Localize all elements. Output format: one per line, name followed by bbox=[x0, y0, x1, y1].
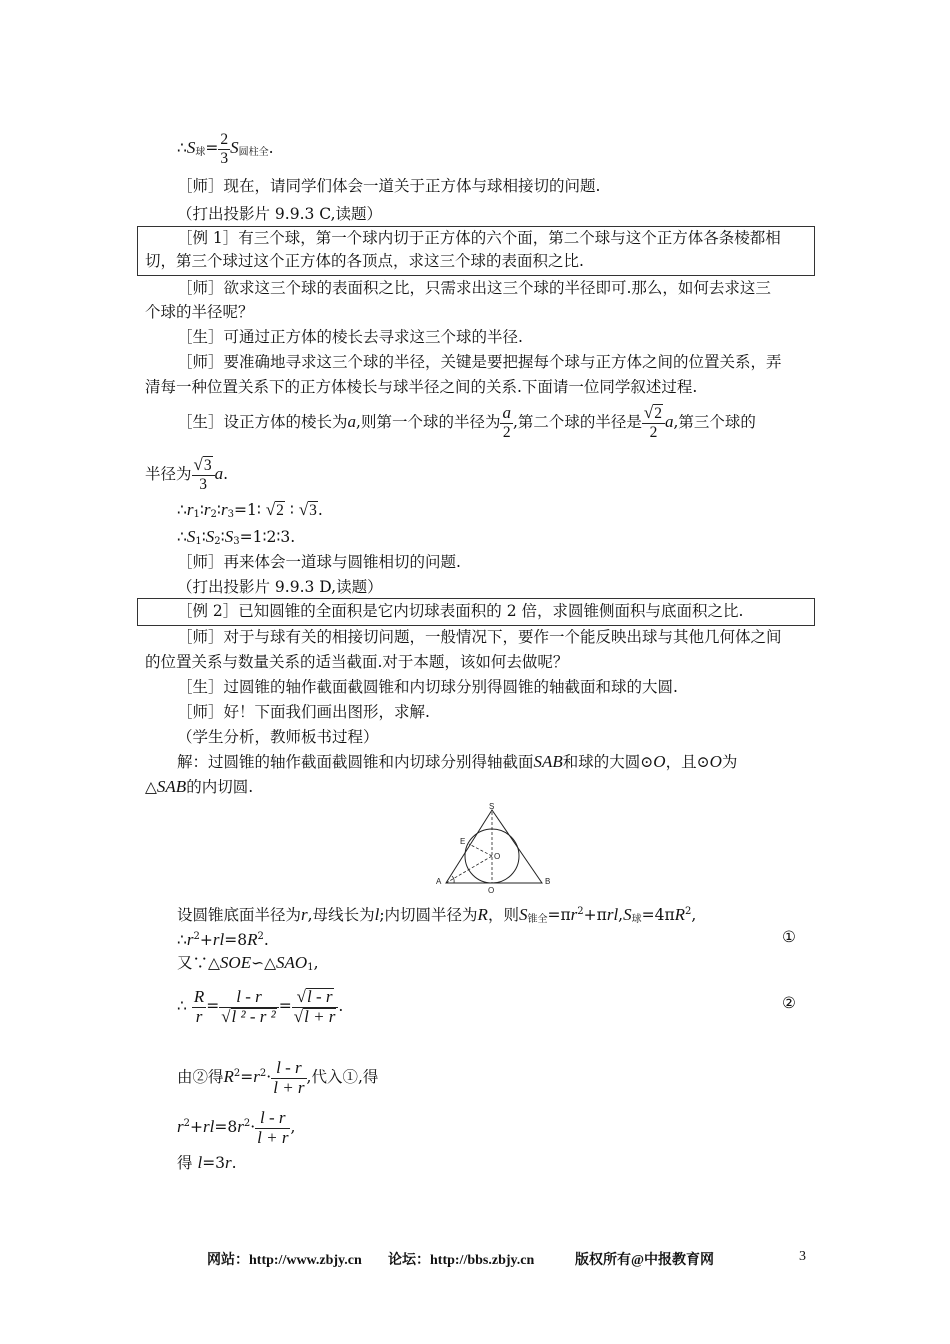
label-o1: O bbox=[488, 886, 495, 895]
similar-triangles-line: 又$\because\triangle SOE∽\triangle SAO_1$, bbox=[177, 953, 319, 973]
teacher-line-4: ［师］再来体会一道球与圆锥相切的问题. bbox=[177, 553, 461, 571]
analysis-note: （学生分析，教师板书过程） bbox=[177, 728, 379, 746]
fraction-l-minus-r-over-sqrt: $\frac{l - r}{\text{√l ² - r ²}}$ bbox=[219, 988, 279, 1027]
var-s: S bbox=[186, 138, 196, 157]
radius-oe bbox=[469, 844, 492, 856]
equation-2: ∴ $\frac{R}{r}$ = $\frac{l - r}{\text{√l ² - r ²}}$ = $\frac{√l - r}{√l + r}$ . bbox=[177, 986, 344, 1026]
substitution-line: $r^2+rl=8r^2\cdot$ $\frac{l - r}{l + r}$ , bbox=[177, 1107, 296, 1147]
derivation-line: 由②得$R^2=r^2\cdot$ $\frac{l - r}{l + r}$ ,代入①,得 bbox=[177, 1057, 379, 1097]
teacher-line-3: ［师］要准确地寻求这三个球的半径，关键是要把握每个球与正方体之间的位置关系，弄 bbox=[177, 353, 782, 371]
teacher-line-5-cont: 的位置关系与数量关系的适当截面.对于本题，该如何去做呢？ bbox=[145, 653, 569, 671]
teacher-line-2-cont: 个球的半径呢？ bbox=[145, 303, 254, 321]
subscript-cylinder: 圆柱全 bbox=[238, 147, 269, 158]
fraction-l-minus-r-over-l-plus-r-2: $\frac{l - r}{l + r}$ bbox=[257, 1107, 289, 1147]
cone-inscribed-circle-figure bbox=[430, 800, 560, 895]
equation-1-marker: ① bbox=[782, 928, 796, 946]
fraction-r-over-r: $\frac{R}{r}$ bbox=[193, 986, 205, 1026]
student-radius-line: ［生］设正方体的棱长为a,则第一个球的半径为 $\frac{a}{2}$ ,第二个球的半径是 $\frac{√2}{2}$ a,第三个球的 bbox=[177, 403, 756, 441]
fraction-two-thirds: $\frac{2}{3}$ bbox=[220, 130, 229, 167]
solution-line-1: 解：过圆锥的轴作截面截圆锥和内切球分别得轴截面SAB和球的大圆⊙O，且⊙O为 bbox=[177, 752, 738, 771]
equation-2-marker: ② bbox=[782, 994, 796, 1012]
projection-note-d: （打出投影片 9.9.3 D,读题） bbox=[177, 578, 383, 596]
formula-ball-area: $\therefore S_球=$ $\frac{2}{3}$ $S_{圆柱全}$. bbox=[177, 130, 274, 167]
setup-line: 设圆锥底面半径为r,母线长为l;内切圆半径为R，则$S_{锥全}=\pi r^2+\pi rl,S_球=4\pi R^2$, bbox=[177, 905, 697, 925]
example-1-line-b: 切，第三个球过这个正方体的各顶点，求这三个球的表面积之比. bbox=[145, 252, 584, 270]
label-e: E bbox=[460, 837, 466, 846]
example-1-line-a: ［例 1］有三个球，第一个球内切于正方体的六个面，第二个球与这个正方体各条棱都相 bbox=[177, 229, 781, 247]
sqrt-2: √2 bbox=[265, 500, 284, 519]
fraction-sqrt-ratio: $\frac{√l - r}{√l + r}$ bbox=[292, 988, 339, 1027]
teacher-line-1: ［师］现在，请同学们体会一道关于正方体与球相接切的问题. bbox=[177, 177, 601, 195]
therefore-symbol: ∴ bbox=[177, 139, 187, 157]
page-number: 3 bbox=[799, 1249, 806, 1264]
fraction-l-minus-r-over-l-plus-r: $\frac{l - r}{l + r}$ bbox=[273, 1057, 305, 1097]
teacher-line-2: ［师］欲求这三个球的表面积之比，只需求出这三个球的半径即可.那么，如何去求这三 bbox=[177, 279, 771, 297]
label-a: A bbox=[436, 877, 442, 886]
label-s: S bbox=[489, 802, 495, 811]
fraction-sqrt3-over-3: $\frac{√3}{3}$ bbox=[192, 456, 215, 494]
area-ratio: $\therefore S_1∶S_2∶S_3=1∶2∶3$. bbox=[177, 527, 296, 547]
student-line-2: ［生］过圆锥的轴作截面截圆锥和内切球分别得圆锥的轴截面和球的大圆. bbox=[177, 678, 678, 696]
fraction-a-over-2: $\frac{a}{2}$ bbox=[502, 403, 511, 441]
fraction-sqrt2-over-2: $\frac{√2}{2}$ bbox=[642, 404, 665, 442]
teacher-line-3-cont: 清每一种位置关系下的正方体棱长与球半径之间的关系.下面请一位同学叙述过程. bbox=[145, 378, 698, 396]
sqrt-3: √3 bbox=[298, 500, 317, 519]
footer-website: 网站：http://www.zbjy.cn bbox=[207, 1253, 362, 1268]
var-s: S bbox=[230, 138, 239, 157]
triangle-sab bbox=[446, 810, 542, 883]
student-line-1: ［生］可通过正方体的棱长去寻求这三个球的半径. bbox=[177, 328, 523, 346]
teacher-line-6: ［师］好！下面我们画出图形，求解. bbox=[177, 703, 430, 721]
label-o: O bbox=[494, 852, 501, 861]
label-b: B bbox=[545, 877, 551, 886]
result-line: 得 l=3r. bbox=[177, 1153, 237, 1172]
projection-note-c: （打出投影片 9.9.3 C,读题） bbox=[177, 205, 383, 223]
solution-line-1-cont: △SAB的内切圆. bbox=[145, 777, 254, 796]
teacher-line-5: ［师］对于与球有关的相接切问题，一般情况下，要作一个能反映出球与其他几何体之间 bbox=[177, 628, 782, 646]
equation-1: $\therefore r^2+rl=8R^2$. bbox=[177, 930, 269, 949]
radius-ratio: $\therefore r_1∶r_2∶r_3=1∶$ √2 ∶ √3. bbox=[177, 500, 323, 520]
footer-copyright: 版权所有@中报教育网 bbox=[575, 1253, 715, 1268]
equals: = bbox=[205, 139, 219, 157]
example-2-text: ［例 2］已知圆锥的全面积是它内切球表面积的 2 倍，求圆锥侧面积与底面积之比. bbox=[177, 602, 744, 620]
segment-ao bbox=[446, 856, 492, 883]
student-radius-line-cont: 半径为 $\frac{√3}{3}$ a. bbox=[145, 455, 229, 493]
subscript-ball: 球 bbox=[195, 147, 206, 158]
footer-forum: 论坛：http://bbs.zbjy.cn bbox=[388, 1253, 535, 1268]
